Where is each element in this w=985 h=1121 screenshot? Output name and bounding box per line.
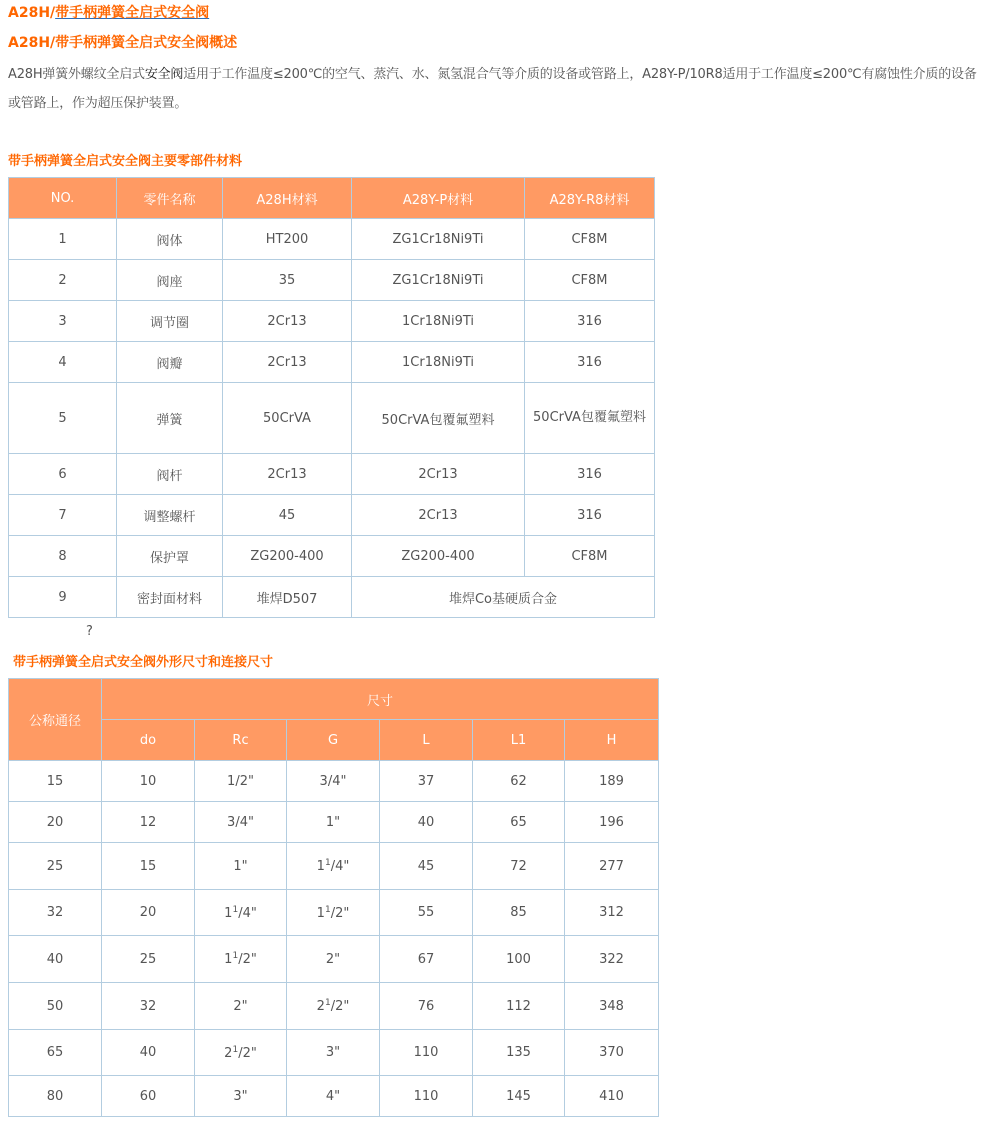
superscript-numerator: 1 <box>324 904 331 915</box>
cell-g <box>287 983 380 1030</box>
header-part-name: 零件名称 <box>117 178 223 219</box>
overview-title: A28H/带手柄弹簧全启式安全阀概述 <box>8 35 238 51</box>
cell-a28y-p: ZG1Cr18Ni9Ti <box>352 260 525 301</box>
table-row <box>9 936 659 983</box>
whole-part: 2 <box>224 1045 233 1061</box>
fraction-part: 1" <box>325 814 341 830</box>
table-row <box>9 802 659 843</box>
fraction-part: /2" <box>330 905 350 921</box>
cell-part: 保护罩 <box>117 536 223 577</box>
cell-h: 410 <box>565 1076 659 1117</box>
table-row <box>9 1030 659 1076</box>
description-part2: 适用于工作温度≤200℃的空气、蒸汽、水、氮氢混合气等介质的设备或管路上，A28Y-P/10R8适用于工作温度≤200℃有腐蚀性介质的设备或管路上，作为超压保护装置。 <box>8 67 977 111</box>
cell-a28h: ZG200-400 <box>223 536 352 577</box>
fraction-part: 3/4" <box>227 814 254 830</box>
materials-table <box>8 177 655 618</box>
fraction-part: /4" <box>238 905 257 921</box>
cell-h: 312 <box>565 890 659 936</box>
cell-a28y-r8: 316 <box>525 342 655 383</box>
cell-a28y-r8: CF8M <box>525 219 655 260</box>
superscript-numerator: 1 <box>324 998 331 1008</box>
cell-do: 25 <box>102 936 195 983</box>
cell-nominal-diameter: 15 <box>9 761 102 802</box>
cell-h: 370 <box>565 1030 659 1076</box>
cell-l1: 135 <box>473 1030 565 1076</box>
header-l1: L1 <box>473 720 565 761</box>
cell-do: 60 <box>102 1076 195 1117</box>
table-row <box>9 495 655 536</box>
cell-l: 76 <box>380 983 473 1030</box>
header-dimensions-group: 尺寸 <box>102 679 659 720</box>
table-row <box>9 301 655 342</box>
whole-part: 1 <box>224 952 233 967</box>
header-no: NO. <box>9 178 117 219</box>
table-row <box>9 219 655 260</box>
cell-a28y-r8: CF8M <box>525 260 655 301</box>
cell-rc <box>195 1030 287 1076</box>
table-row <box>9 843 659 890</box>
title-prefix: A28H/ <box>8 5 56 21</box>
cell-nominal-diameter: 65 <box>9 1030 102 1076</box>
whole-part: 2 <box>316 999 325 1014</box>
cell-l: 40 <box>380 802 473 843</box>
description-paragraph <box>8 60 980 118</box>
cell-g <box>287 843 380 890</box>
cell-a28h: 2Cr13 <box>223 301 352 342</box>
cell-rc <box>195 983 287 1030</box>
dimensions-header-row <box>9 679 659 720</box>
cell-l1: 85 <box>473 890 565 936</box>
cell-a28h: 2Cr13 <box>223 342 352 383</box>
header-a28y-r8-material: A28Y-R8材料 <box>525 178 655 219</box>
table-row <box>9 260 655 301</box>
table-row <box>9 890 659 936</box>
cell-l: 67 <box>380 936 473 983</box>
cell-no: 2 <box>9 260 117 301</box>
header-nominal-diameter: 公称通径 <box>9 679 102 761</box>
cell-l: 37 <box>380 761 473 802</box>
cell-h: 348 <box>565 983 659 1030</box>
fraction-part: 3" <box>233 1088 248 1104</box>
cell-h: 189 <box>565 761 659 802</box>
cell-part: 调节圈 <box>117 301 223 342</box>
fraction-part: 3" <box>325 1045 341 1060</box>
cell-l: 45 <box>380 843 473 890</box>
superscript-numerator: 1 <box>232 951 239 961</box>
cell-part: 阀体 <box>117 219 223 260</box>
cell-do: 12 <box>102 802 195 843</box>
table-row <box>9 342 655 383</box>
cell-g <box>287 761 380 802</box>
cell-g <box>287 890 380 936</box>
fraction-part: /4" <box>330 859 350 874</box>
whole-part: 1 <box>316 859 325 874</box>
cell-do: 15 <box>102 843 195 890</box>
fraction-part: 1" <box>233 858 248 874</box>
cell-no: 5 <box>9 383 117 454</box>
fraction-part: 4" <box>325 1088 341 1104</box>
superscript-numerator: 1 <box>232 904 239 915</box>
cell-rc <box>195 936 287 983</box>
cell-nominal-diameter: 20 <box>9 802 102 843</box>
cell-no: 3 <box>9 301 117 342</box>
cell-do: 20 <box>102 890 195 936</box>
cell-g <box>287 802 380 843</box>
header-do: do <box>102 720 195 761</box>
fraction-part: 3/4" <box>319 773 347 789</box>
fraction-part: /2" <box>330 999 350 1014</box>
cell-g <box>287 1030 380 1076</box>
table-row <box>9 383 655 454</box>
table-row <box>9 1076 659 1117</box>
fraction-part: /2" <box>238 952 257 967</box>
cell-do: 32 <box>102 983 195 1030</box>
cell-l: 110 <box>380 1030 473 1076</box>
cell-a28y-p: 2Cr13 <box>352 495 525 536</box>
fraction-part: 1/2" <box>227 773 254 789</box>
footnote-mark: ? <box>86 624 93 639</box>
table-row <box>9 761 659 802</box>
cell-a28y-r8: 50CrVA包覆氟塑料 <box>525 383 655 454</box>
cell-g <box>287 1076 380 1117</box>
cell-l1: 65 <box>473 802 565 843</box>
cell-l1: 100 <box>473 936 565 983</box>
cell-h: 196 <box>565 802 659 843</box>
header-rc: Rc <box>195 720 287 761</box>
cell-no: 9 <box>9 577 117 618</box>
cell-l1: 145 <box>473 1076 565 1117</box>
cell-a28h: 45 <box>223 495 352 536</box>
title-link[interactable]: 带手柄弹簧全启式安全阀 <box>55 5 210 21</box>
cell-do: 10 <box>102 761 195 802</box>
cell-h: 277 <box>565 843 659 890</box>
cell-no: 6 <box>9 454 117 495</box>
cell-rc <box>195 890 287 936</box>
cell-l1: 112 <box>473 983 565 1030</box>
header-l: L <box>380 720 473 761</box>
cell-part: 调整螺杆 <box>117 495 223 536</box>
cell-rc <box>195 843 287 890</box>
dimensions-table <box>8 678 659 1117</box>
cell-a28h: 堆焊D507 <box>223 577 352 618</box>
dimensions-subheader-row <box>9 720 659 761</box>
cell-do: 40 <box>102 1030 195 1076</box>
superscript-numerator: 1 <box>232 1044 239 1055</box>
dimensions-body <box>9 761 659 1117</box>
cell-nominal-diameter: 32 <box>9 890 102 936</box>
cell-nominal-diameter: 80 <box>9 1076 102 1117</box>
cell-nominal-diameter: 25 <box>9 843 102 890</box>
cell-no: 4 <box>9 342 117 383</box>
cell-l: 55 <box>380 890 473 936</box>
cell-a28h: 50CrVA <box>223 383 352 454</box>
materials-header-row <box>9 178 655 219</box>
header-a28h-material: A28H材料 <box>223 178 352 219</box>
cell-a28y-merged: 堆焊Co基硬质合金 <box>352 577 655 618</box>
cell-rc <box>195 1076 287 1117</box>
superscript-numerator: 1 <box>324 858 331 868</box>
cell-part: 阀座 <box>117 260 223 301</box>
cell-a28y-r8: 316 <box>525 301 655 342</box>
cell-l1: 72 <box>473 843 565 890</box>
fraction-part: 2" <box>233 998 248 1014</box>
table-row <box>9 536 655 577</box>
page-title <box>8 4 209 22</box>
cell-a28h: HT200 <box>223 219 352 260</box>
whole-part: 1 <box>316 905 325 921</box>
description-part1: A28H弹簧外螺纹全启式 <box>8 67 145 82</box>
cell-h: 322 <box>565 936 659 983</box>
materials-section-title: 带手柄弹簧全启式安全阀主要零部件材料 <box>8 154 243 169</box>
cell-a28y-r8: 316 <box>525 495 655 536</box>
cell-a28y-p: 1Cr18Ni9Ti <box>352 301 525 342</box>
cell-a28y-r8: CF8M <box>525 536 655 577</box>
fraction-part: /2" <box>238 1045 257 1061</box>
header-a28y-p-material: A28Y-P材料 <box>352 178 525 219</box>
cell-l: 110 <box>380 1076 473 1117</box>
cell-a28y-p: 50CrVA包覆氟塑料 <box>352 383 525 454</box>
cell-a28y-r8: 316 <box>525 454 655 495</box>
cell-rc <box>195 761 287 802</box>
cell-a28y-p: ZG1Cr18Ni9Ti <box>352 219 525 260</box>
fraction-part: 2" <box>325 951 341 967</box>
cell-nominal-diameter: 40 <box>9 936 102 983</box>
cell-part: 阀杆 <box>117 454 223 495</box>
cell-a28y-p: 2Cr13 <box>352 454 525 495</box>
cell-part: 阀瓣 <box>117 342 223 383</box>
table-row <box>9 454 655 495</box>
cell-a28h: 2Cr13 <box>223 454 352 495</box>
description-link[interactable]: 安全阀 <box>144 67 184 82</box>
cell-no: 8 <box>9 536 117 577</box>
cell-part: 密封面材料 <box>117 577 223 618</box>
header-g: G <box>287 720 380 761</box>
cell-no: 7 <box>9 495 117 536</box>
cell-nominal-diameter: 50 <box>9 983 102 1030</box>
table-row <box>9 577 655 618</box>
cell-a28y-p: 1Cr18Ni9Ti <box>352 342 525 383</box>
cell-no: 1 <box>9 219 117 260</box>
cell-a28h: 35 <box>223 260 352 301</box>
whole-part: 1 <box>224 905 233 921</box>
cell-rc <box>195 802 287 843</box>
table-row <box>9 983 659 1030</box>
cell-l1: 62 <box>473 761 565 802</box>
cell-a28y-p: ZG200-400 <box>352 536 525 577</box>
dimensions-section-title: 带手柄弹簧全启式安全阀外形尺寸和连接尺寸 <box>13 655 274 670</box>
cell-g <box>287 936 380 983</box>
header-h: H <box>565 720 659 761</box>
cell-part: 弹簧 <box>117 383 223 454</box>
